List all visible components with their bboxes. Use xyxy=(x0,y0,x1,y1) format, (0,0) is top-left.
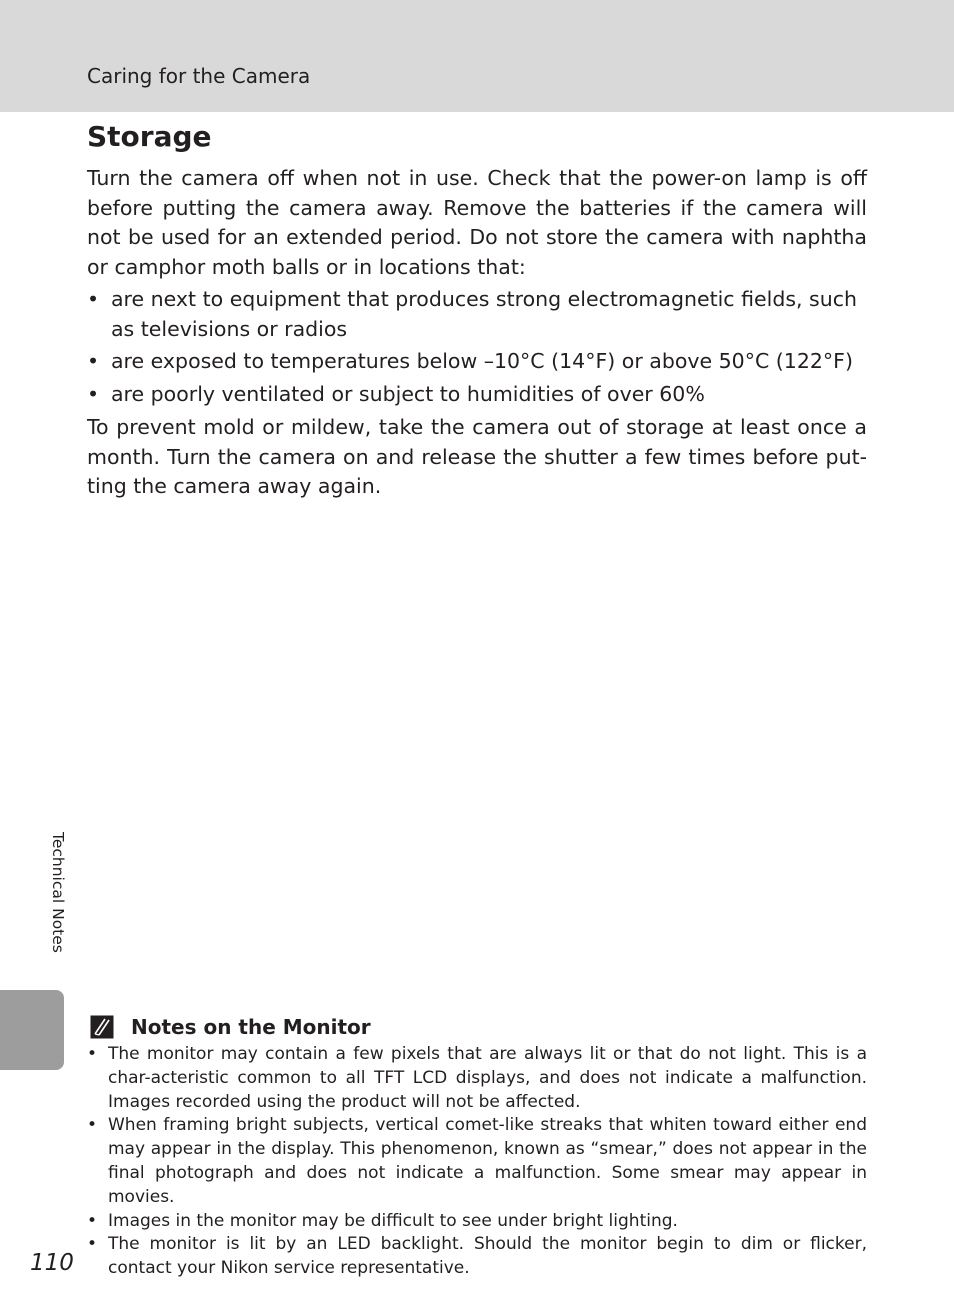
pencil-icon xyxy=(90,1015,114,1039)
note-item: • Images in the monitor may be difficult to see under bright lighting. xyxy=(87,1210,867,1234)
side-tab-label: Technical Notes xyxy=(49,832,67,953)
note-item: • The monitor is lit by an LED backlight. Should the monitor begin to dim or flicker, contact your Nikon service representative. xyxy=(87,1233,867,1281)
header-band xyxy=(0,0,954,112)
storage-bullet-list xyxy=(87,285,867,409)
storage-content xyxy=(87,164,867,502)
note-item: • When framing bright subjects, vertical comet-like streaks that whiten toward either end may appear in the display. This phenomenon, known as “smear,” does not appear in the final photograph and does not indicate a malfunction. Some smear may appear in movies. xyxy=(87,1114,867,1209)
side-tab xyxy=(0,990,64,1070)
storage-heading: Storage xyxy=(87,120,212,153)
storage-intro: Turn the camera off when not in use. Check that the power-on lamp is off before putting the camera away. Remove the batteries if the camera will not be used for an extended period. Do not store the camera with naphtha or camphor moth balls or in locations that: xyxy=(87,166,867,279)
storage-bullet: • are next to equipment that produces strong electromagnetic fields, such as televisions or radios xyxy=(87,285,867,344)
storage-closing: To prevent mold or mildew, take the camera out of storage at least once a month. Turn the camera on and release the shutter a few times before put-ting the camera away again. xyxy=(87,415,867,498)
page-number: 110 xyxy=(30,1250,74,1276)
note-title: Notes on the Monitor xyxy=(131,1015,371,1039)
storage-bullet: • are poorly ventilated or subject to humidities of over 60% xyxy=(87,380,867,410)
notes-list xyxy=(87,1043,867,1281)
storage-bullet: • are exposed to temperatures below –10°C (14°F) or above 50°C (122°F) xyxy=(87,347,867,377)
section-title: Caring for the Camera xyxy=(87,64,311,88)
note-item: • The monitor may contain a few pixels that are always lit or that do not light. This is a char-acteristic common to all TFT LCD displays, and does not indicate a malfunction. Images recorded using the product will not be affected. xyxy=(87,1043,867,1114)
notes-content xyxy=(87,1043,867,1281)
